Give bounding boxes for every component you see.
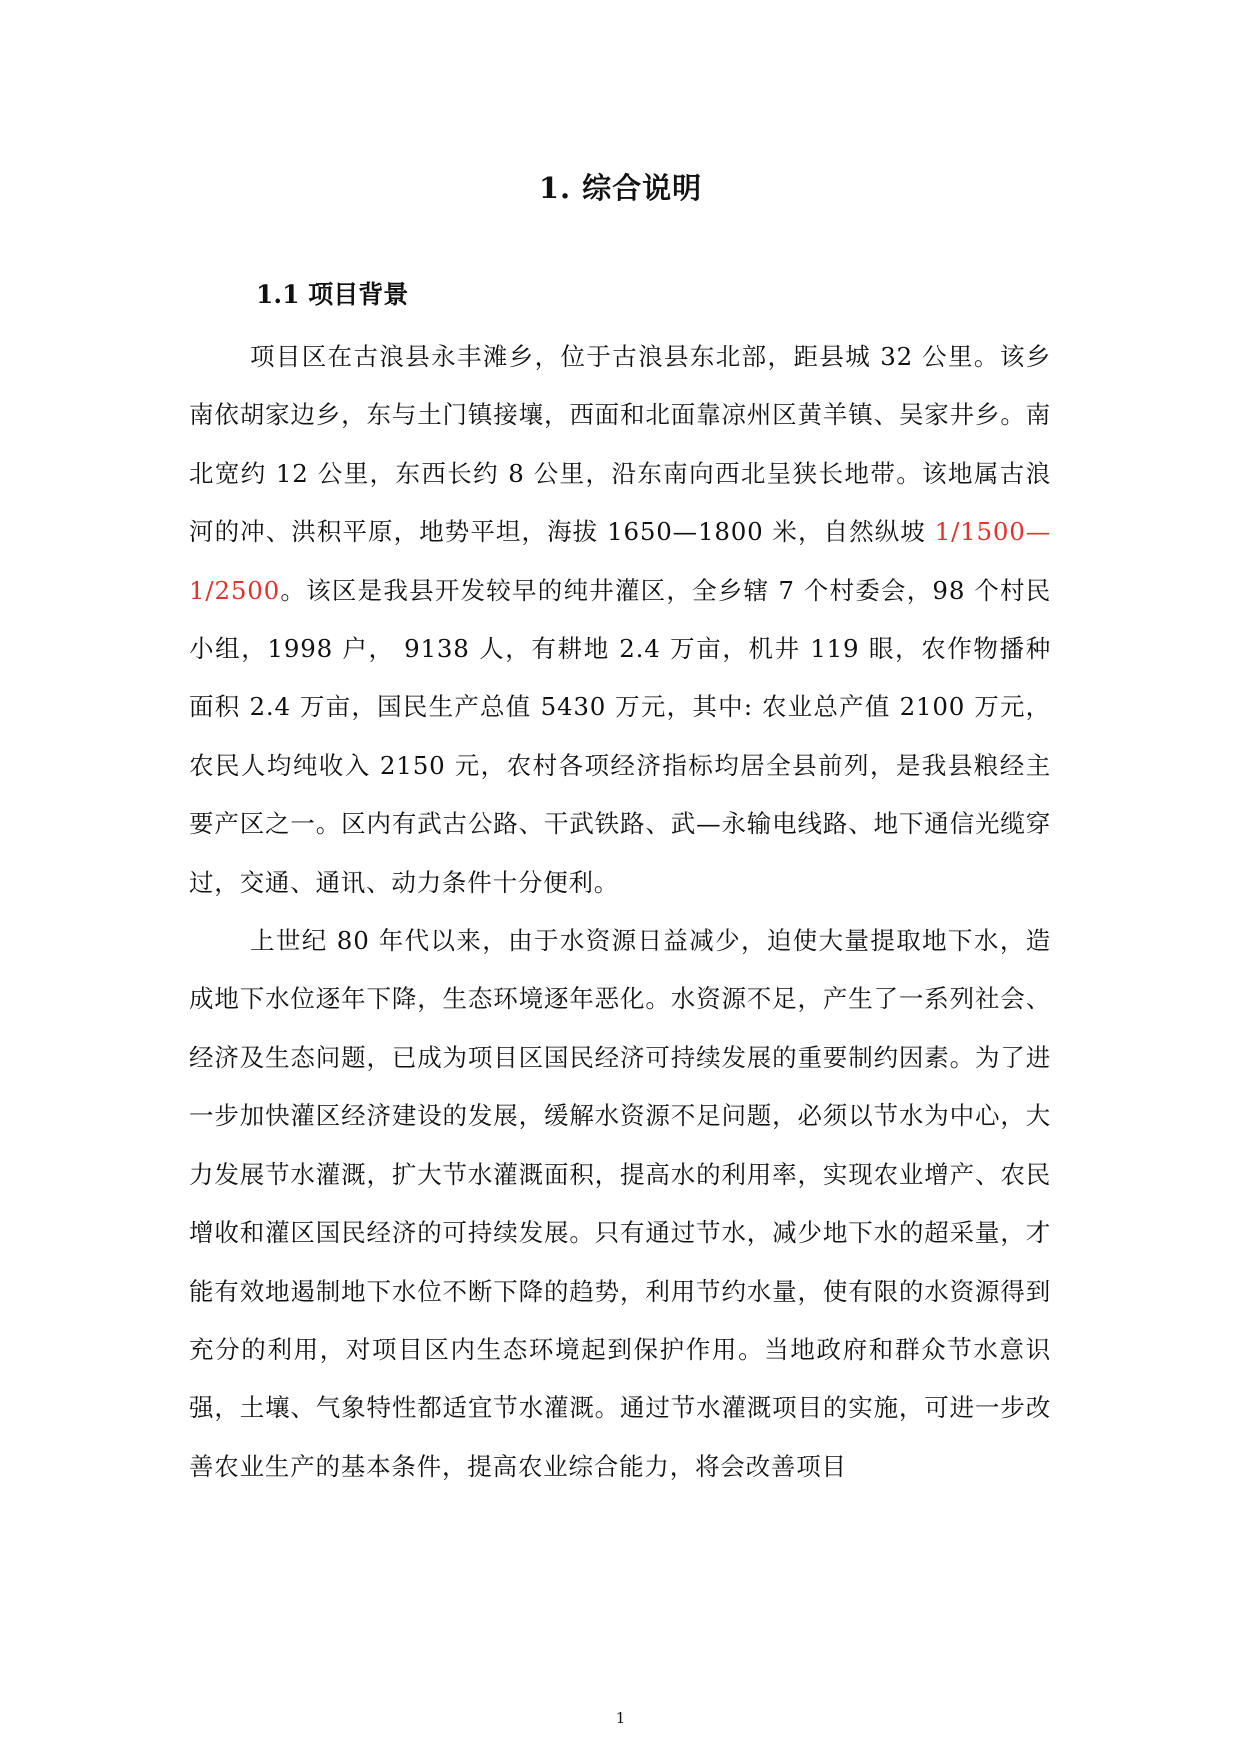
section-heading: 1.1 项目背景 — [256, 280, 409, 309]
paragraph-text: 。该区是我县开发较早的纯井灌区，全乡辖 7 个村委会，98 个村民小组，1998 户， 9138 人，有耕地 2.4 万亩，机井 119 眼，农作物播种面积 2.4 万亩，国民生产总值 5430 万元，其中: 农业总产值 2100 万元，农民人均纯收入 2150 元，农村各项经济指标均居全县前列，是我县粮经主要产区之一。区内有武古公路、干武铁路、武—永输电线路、地下通信光缆穿过，交通、通讯、动力条件十分便利。 — [189, 575, 1051, 897]
body-text — [189, 328, 1051, 1496]
paragraph-project-location — [189, 328, 1051, 912]
page-number: 1 — [615, 1709, 626, 1727]
paragraph-text: 项目区在古浪县永丰滩乡，位于古浪县东北部，距县城 32 公里。该乡南依胡家边乡，东与土门镇接壤，西面和北面靠凉州区黄羊镇、吴家井乡。南北宽约 12 公里，东西长约 8 公里，沿东南向西北呈狭长地带。该地属古浪河的冲、洪积平原，地势平坦，海拔 1650—1800 米，自然纵坡 — [189, 342, 1051, 547]
chapter-title: 1. 综合说明 — [538, 171, 703, 205]
paragraph-water-resources: 上世纪 80 年代以来，由于水资源日益减少，迫使大量提取地下水，造成地下水位逐年下降，生态环境逐年恶化。水资源不足，产生了一系列社会、经济及生态问题，已成为项目区国民经济可持续发展的重要制约因素。为了进一步加快灌区经济建设的发展，缓解水资源不足问题，必须以节水为中心，大力发展节水灌溉，扩大节水灌溉面积，提高水的利用率，实现农业增产、农民增收和灌区国民经济的可持续发展。只有通过节水，减少地下水的超采量，才能有效地遏制地下水位不断下降的趋势，利用节约水量，使有限的水资源得到充分的利用，对项目区内生态环境起到保护作用。当地政府和群众节水意识强，土壤、气象特性都适宜节水灌溉。通过节水灌溉项目的实施，可进一步改善农业生产的基本条件，提高农业综合能力，将会改善项目 — [189, 926, 1051, 1481]
highlighted-slope-value: 1/1500—1/2500 — [189, 517, 1051, 605]
